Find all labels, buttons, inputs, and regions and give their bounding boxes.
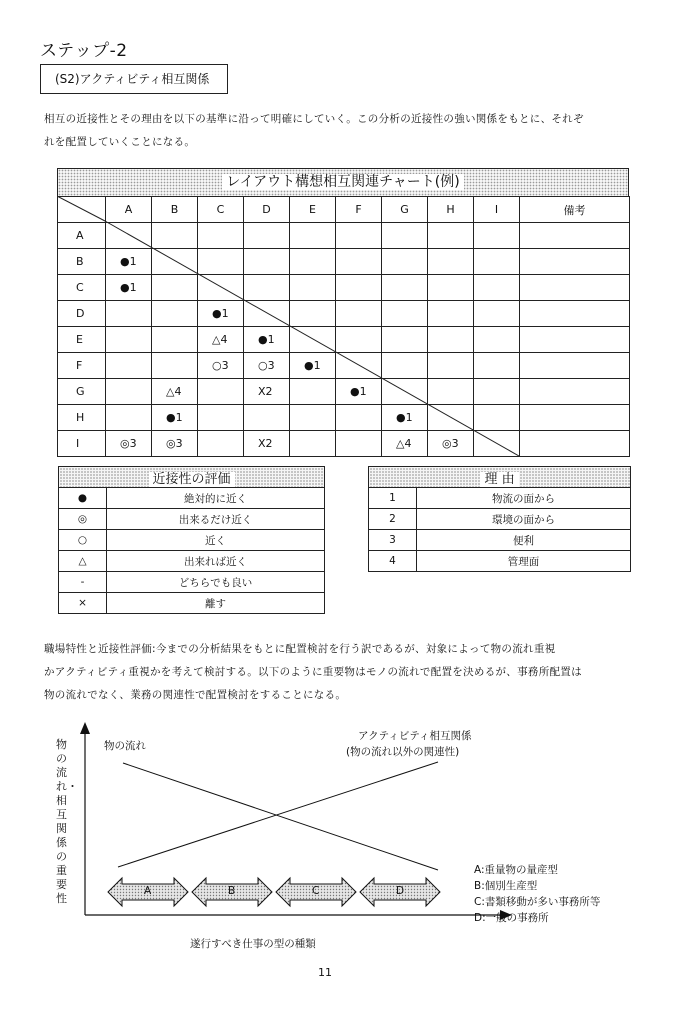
matrix-cell: △4: [382, 431, 428, 457]
graph-y-label: 物の流れ・相互関係の重要性: [56, 738, 78, 905]
matrix-col-header: G: [382, 197, 428, 223]
matrix-title-bar: [57, 168, 629, 197]
matrix-col-header: A: [106, 197, 152, 223]
type-note: D:一般の事務所: [474, 912, 549, 924]
reason-label: 管理面: [417, 551, 631, 572]
material-flow-line: [123, 763, 438, 870]
matrix-cell: ●1: [106, 275, 152, 301]
proximity-label: 絶対的に近く: [107, 488, 325, 509]
proximity-legend-row: [59, 572, 325, 593]
matrix-row-label: G: [58, 379, 106, 405]
proximity-legend-row: [59, 530, 325, 551]
graph-x-label: 遂行すべき仕事の型の種類: [190, 938, 316, 950]
reason-number: 2: [369, 509, 417, 530]
proximity-symbol: ×: [59, 593, 107, 614]
matrix-cell: ●1: [336, 379, 382, 405]
proximity-symbol: ◎: [59, 509, 107, 530]
graph-line-left-label: 物の流れ: [104, 740, 146, 752]
y-axis-arrowhead: [80, 722, 90, 734]
intro-paragraph: [44, 108, 644, 154]
matrix-cell: ◎3: [428, 431, 474, 457]
body-line-3: 物の流れでなく、業務の関連性で配置検討をすることになる。: [44, 689, 347, 701]
proximity-label: どちらでも良い: [107, 572, 325, 593]
matrix-row-label: I: [58, 431, 106, 457]
graph-line-right-label-1: アクティビティ相互関係: [358, 730, 472, 742]
proximity-label: 離す: [107, 593, 325, 614]
type-notes: [474, 862, 600, 926]
type-note: A:重量物の量産型: [474, 864, 559, 876]
proximity-symbol: -: [59, 572, 107, 593]
matrix-cell: ●1: [382, 405, 428, 431]
proximity-legend-title: 近接性の評価: [149, 472, 235, 487]
matrix-row-label: C: [58, 275, 106, 301]
type-arrow-b-label: B: [228, 885, 236, 897]
proximity-symbol: ●: [59, 488, 107, 509]
reason-label: 環境の面から: [417, 509, 631, 530]
matrix-cell: △4: [152, 379, 198, 405]
matrix-cell: ●1: [198, 301, 244, 327]
reason-number: 4: [369, 551, 417, 572]
matrix-cell: ○3: [244, 353, 290, 379]
proximity-legend-row: [59, 488, 325, 509]
reason-legend: [368, 466, 631, 572]
matrix-cell: X2: [244, 379, 290, 405]
matrix-row-label: E: [58, 327, 106, 353]
matrix-cell: ◎3: [106, 431, 152, 457]
reason-legend-row: [369, 509, 631, 530]
matrix-cell: ●1: [152, 405, 198, 431]
matrix-col-header: H: [428, 197, 474, 223]
matrix-row-label: D: [58, 301, 106, 327]
type-arrow-c-label: C: [312, 885, 320, 897]
section-label: (S2)アクティビティ相互関係: [40, 64, 228, 94]
matrix-row-label: A: [58, 223, 106, 249]
intro-line-1: 相互の近接性とその理由を以下の基準に沿って明確にしていく。この分析の近接性の強い関係をもとに、それぞ: [44, 113, 584, 125]
proximity-legend-row: [59, 551, 325, 572]
proximity-symbol: ○: [59, 530, 107, 551]
reason-legend-row: [369, 530, 631, 551]
matrix-diagonal-lines: [57, 196, 629, 456]
reason-number: 1: [369, 488, 417, 509]
matrix-row-label: B: [58, 249, 106, 275]
proximity-legend-row: [59, 593, 325, 614]
proximity-label: 出来れば近く: [107, 551, 325, 572]
reason-legend-title: 理 由: [480, 472, 518, 487]
body-line-2: かアクティビティ重視かを考えて検討する。以下のように重要物はモノの流れで配置を決めるが、事務所配置は: [44, 666, 582, 678]
matrix-row-label: H: [58, 405, 106, 431]
proximity-legend-title-cell: [59, 467, 325, 488]
type-note: C:書類移動が多い事務所等: [474, 896, 601, 908]
reason-legend-title-row: [369, 467, 631, 488]
matrix-col-header: F: [336, 197, 382, 223]
matrix-cell: ○3: [198, 353, 244, 379]
corner-diagonal: [57, 196, 105, 221]
reason-number: 3: [369, 530, 417, 551]
graph-line-right-label-2: (物の流れ以外の関連性): [346, 746, 460, 758]
proximity-symbol: △: [59, 551, 107, 572]
matrix-row-label: F: [58, 353, 106, 379]
matrix-col-header: B: [152, 197, 198, 223]
matrix-cell: X2: [244, 431, 290, 457]
matrix-title: レイアウト構想相互関連チャート(例): [222, 174, 463, 190]
matrix-diagonal: [105, 221, 519, 456]
matrix-cell: ●1: [106, 249, 152, 275]
body-paragraph: [44, 638, 644, 707]
matrix-cell: ◎3: [152, 431, 198, 457]
matrix-col-header: I: [474, 197, 520, 223]
intro-line-2: れを配置していくことになる。: [44, 136, 196, 148]
type-arrow-d-label: D: [396, 885, 405, 897]
step-title: ステップ-2: [40, 41, 128, 61]
proximity-label: 出来るだけ近く: [107, 509, 325, 530]
page-number: 11: [318, 966, 332, 979]
reason-legend-row: [369, 551, 631, 572]
body-line-1: 職場特性と近接性評価:今までの分析結果をもとに配置検討を行う訳であるが、対象によって物の流れ重視: [44, 643, 556, 655]
type-note: B:個別生産型: [474, 880, 538, 892]
type-arrow-a-label: A: [144, 885, 152, 897]
matrix-col-header: E: [290, 197, 336, 223]
proximity-legend-row: [59, 509, 325, 530]
matrix-cell: △4: [198, 327, 244, 353]
reason-legend-row: [369, 488, 631, 509]
proximity-label: 近く: [107, 530, 325, 551]
remarks-header: 備考: [520, 197, 630, 223]
matrix-cell: ●1: [244, 327, 290, 353]
matrix-cell: ●1: [290, 353, 336, 379]
proximity-legend-title-row: [59, 467, 325, 488]
matrix-col-header: C: [198, 197, 244, 223]
reason-label: 物流の面から: [417, 488, 631, 509]
proximity-legend: [58, 466, 325, 614]
reason-legend-title-cell: [369, 467, 631, 488]
matrix-col-header: D: [244, 197, 290, 223]
reason-label: 便利: [417, 530, 631, 551]
